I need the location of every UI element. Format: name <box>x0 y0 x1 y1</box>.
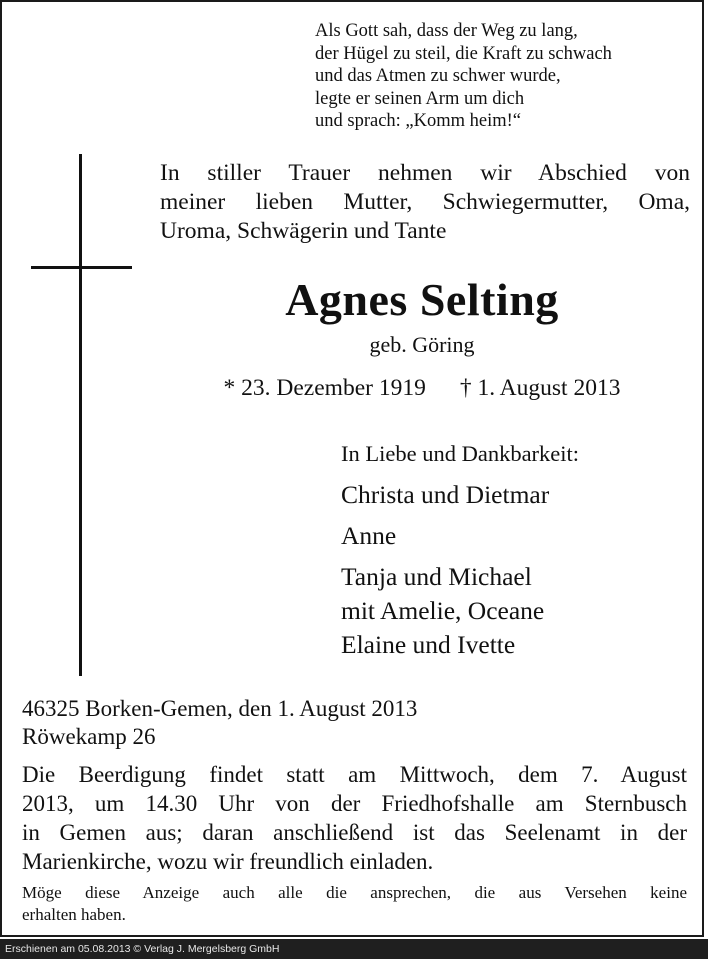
mourner-line: Tanja und Michael <box>341 562 532 591</box>
poem-line: legte er seinen Arm um dich <box>315 88 525 109</box>
mourner-line: Christa und Dietmar <box>341 480 550 509</box>
mourners-heading: In Liebe und Dankbarkeit: <box>341 441 580 466</box>
mourner-line: Anne <box>341 521 397 550</box>
place-date: 46325 Borken-Gemen, den 1. August 2013 <box>22 696 418 721</box>
mourner-line: Elaine und Ivette <box>341 630 516 659</box>
funeral-info <box>22 760 687 876</box>
poem-line: Als Gott sah, dass der Weg zu lang, <box>315 21 578 41</box>
death-date: † 1. August 2013 <box>459 375 621 401</box>
poem-line: und das Atmen zu schwer wurde, <box>315 66 561 86</box>
poem-line: der Hügel zu steil, die Kraft zu schwach <box>315 43 612 64</box>
intro-line: In stiller Trauer nehmen wir Abschied von <box>160 160 690 186</box>
street-address: Röwekamp 26 <box>22 724 156 749</box>
mourners-list <box>341 478 549 662</box>
funeral-line: in Gemen aus; daran anschließend ist das Seelenamt in der <box>22 820 687 845</box>
intro-line: meiner lieben Mutter, Schwiegermutter, Oma, <box>160 189 690 215</box>
birth-date: * 23. Dezember 1919 <box>223 375 426 401</box>
mourner-line: mit Amelie, Oceane <box>341 596 545 625</box>
publication-footer: Erschienen am 05.08.2013 © Verlag J. Mergelsberg GmbH <box>0 939 708 959</box>
deceased-name: Agnes Selting <box>285 274 559 325</box>
maiden-name: geb. Göring <box>369 332 475 357</box>
cross-icon <box>79 154 82 676</box>
intro-line: Uroma, Schwägerin und Tante <box>160 218 447 244</box>
closing-note <box>22 882 687 926</box>
cross-icon-bar <box>31 266 132 269</box>
funeral-line: 2013, um 14.30 Uhr von der Friedhofshalle am Sternbusch <box>22 791 687 816</box>
funeral-line: Marienkirche, wozu wir freundlich einladen. <box>22 849 434 874</box>
note-line: erhalten haben. <box>22 905 126 924</box>
life-dates <box>162 373 682 403</box>
intro-text <box>160 159 690 246</box>
funeral-line: Die Beerdigung findet statt am Mittwoch, dem 7. August <box>22 762 687 787</box>
poem <box>315 20 612 133</box>
note-line: Möge diese Anzeige auch alle die ansprechen, die aus Versehen keine <box>22 883 687 902</box>
poem-line: und sprach: „Komm heim!“ <box>315 111 522 131</box>
